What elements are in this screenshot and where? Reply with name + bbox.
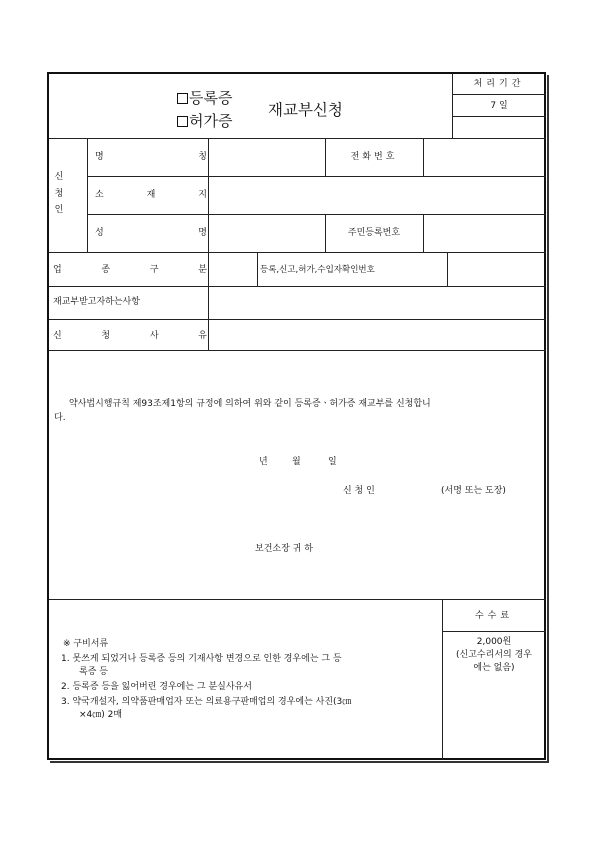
checkbox-permit[interactable] (177, 116, 188, 127)
person-name-input[interactable] (209, 215, 325, 252)
phone-input[interactable] (424, 139, 546, 176)
reason-label: 신 청 사 유 (53, 331, 207, 341)
documents-item-2: 2. 등록증 등을 잃어버린 경우에는 그 분실사유서 (61, 682, 252, 692)
checkbox-registration[interactable] (177, 93, 188, 104)
address-input[interactable] (209, 177, 546, 214)
applicant-group-label (49, 172, 69, 216)
processing-period-label: 처리기간 (473, 79, 525, 89)
date-year-label: 년 (259, 457, 268, 467)
applicant-group-char-2: 청 (54, 188, 64, 199)
title-option-permit-label: 허가증 (189, 112, 233, 130)
reissue-item-input[interactable] (209, 287, 546, 319)
fee-amount: 2,000원 (476, 637, 512, 647)
documents-item-3-line-2: ×4㎝) 2매 (79, 710, 123, 720)
documents-item-1-line-1: 1. 못쓰게 되었거나 등록증 등의 기재사항 변경으로 인한 경우에는 그 등 (61, 654, 342, 664)
reason-input[interactable] (209, 320, 546, 350)
reissue-item-label: 재교부받고자하는사항 (53, 297, 140, 307)
documents-item-1-line-2: 록증 등 (79, 667, 108, 677)
applicant-group-char-3: 인 (54, 205, 64, 215)
business-type-input[interactable] (209, 253, 257, 286)
address-field-label: 소 재 지 (95, 190, 207, 200)
form-shadow-right (547, 75, 549, 763)
addressee: 보건소장 귀 하 (255, 544, 313, 554)
documents-heading: ※ 구비서류 (63, 639, 109, 649)
applicant-signature-field[interactable] (389, 480, 439, 498)
applicant-signature-label: 신 청 인 (343, 486, 375, 496)
title-option-permit (177, 111, 232, 131)
fee-label: 수수료 (474, 611, 514, 621)
name-field-label: 명 칭 (95, 152, 207, 162)
reissue-application-form (47, 72, 546, 760)
registration-number-input[interactable] (448, 253, 546, 286)
date-day-label: 일 (328, 457, 337, 467)
applicant-group-char-1: 신 (54, 172, 64, 182)
page-title: 재교부신청 (268, 101, 343, 119)
name-input[interactable] (209, 139, 325, 176)
fee-note-line-1: (신고수리서의 경우 (456, 650, 532, 660)
title-option-registration-label: 등록증 (189, 89, 233, 107)
signature-note: (서명 또는 도장) (441, 486, 506, 496)
documents-item-3-line-1: 3. 약국개설자, 의약품판매업자 또는 의료용구판매업의 경우에는 사진(3㎝ (61, 697, 352, 707)
registration-number-label: 등록,신고,허가,수입자확인번호 (260, 265, 375, 275)
date-month-label: 월 (292, 457, 301, 467)
resident-number-label: 주민등록번호 (347, 228, 401, 238)
statement-body-line-2: 다. (54, 413, 66, 423)
phone-label: 전화번호 (350, 152, 398, 162)
processing-period-value: 7 일 (490, 101, 508, 111)
person-name-field-label: 성 명 (95, 228, 207, 238)
form-shadow-bottom (50, 761, 549, 763)
business-type-label: 업 종 구 분 (53, 265, 207, 275)
title-option-registration (177, 88, 232, 108)
fee-note-line-2: 에는 없음) (473, 663, 515, 673)
statement-body-line-1: 약사법시행규칙 제93조제1항의 규정에 의하여 위와 같이 등록증ㆍ허가증 재교부를 신청합니 (69, 399, 431, 409)
resident-number-input[interactable] (424, 215, 546, 252)
